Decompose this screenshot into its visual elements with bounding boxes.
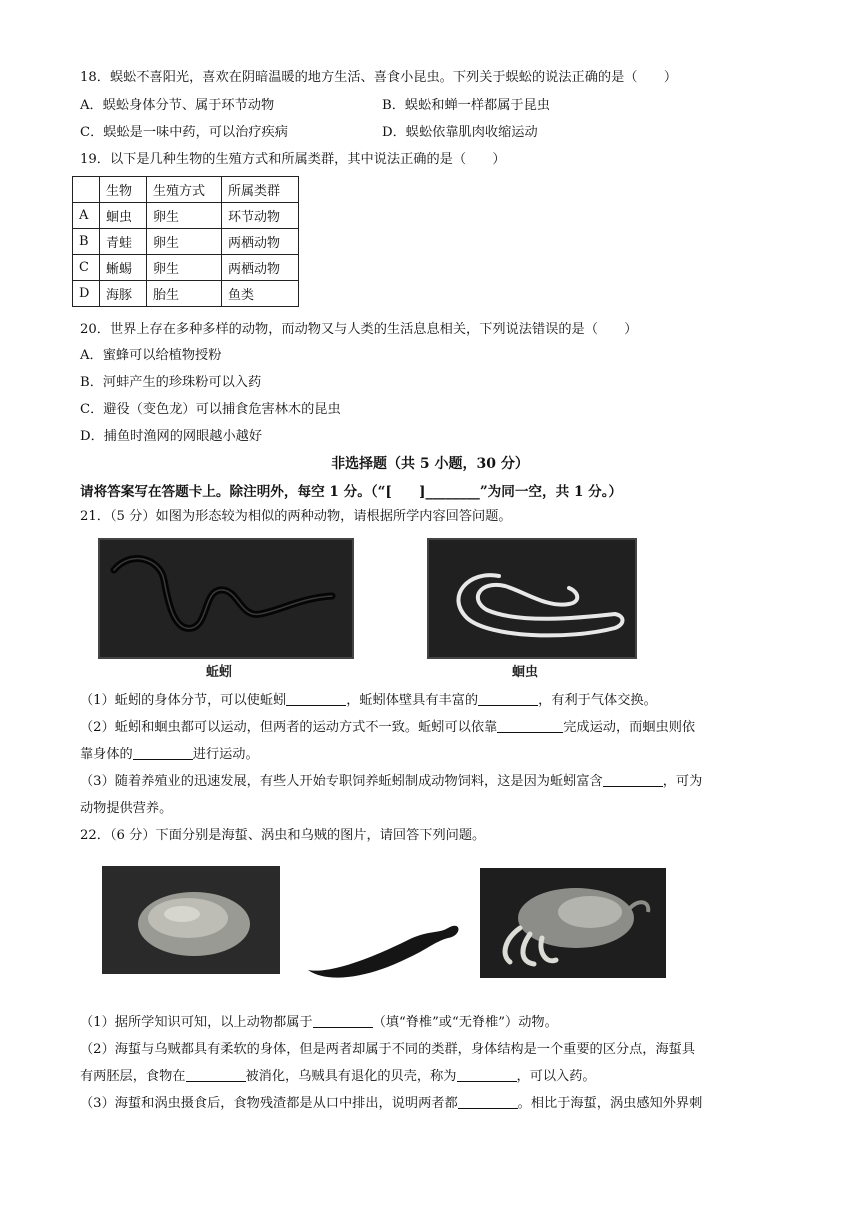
q22-part2-cont xyxy=(80,1067,596,1087)
jellyfish-photo xyxy=(102,866,280,974)
answer-blank[interactable] xyxy=(313,1013,373,1028)
table-cell: 鱼类 xyxy=(222,281,299,307)
answer-blank[interactable] xyxy=(133,745,193,760)
q22-p3-text-b: 。相比于海蜇，涡虫感知外界刺 xyxy=(517,1096,703,1111)
planarian-icon xyxy=(298,900,466,990)
q20-option-c: C．避役（变色龙）可以捕食危害林木的昆虫 xyxy=(80,402,341,417)
q22-p1-text-a: （1）据所学知识可知，以上动物都属于 xyxy=(80,1015,313,1030)
q22-p2-text-d: ，可以入药。 xyxy=(516,1069,596,1084)
earthworm-icon xyxy=(100,540,352,657)
q22-part2: （2）海蜇与乌贼都具有柔软的身体，但是两者却属于不同的类群，身体结构是一个重要的区分点，海蜇具 xyxy=(80,1042,696,1057)
q20-stem: 20．世界上存在多种多样的动物，而动物又与人类的生活息息相关，下列说法错误的是（ ） xyxy=(80,322,638,337)
q20-option-d: D．捕鱼时渔网的网眼越小越好 xyxy=(80,429,263,444)
planarian-photo xyxy=(298,900,466,990)
q20-option-b: B．河蚌产生的珍珠粉可以入药 xyxy=(80,375,262,390)
roundworm-icon xyxy=(429,540,635,657)
answer-blank[interactable] xyxy=(603,772,663,787)
table-row xyxy=(73,229,299,255)
q18-option-c: C．蜈蚣是一味中药，可以治疗疾病 xyxy=(80,125,288,140)
q19-stem: 19．以下是几种生物的生殖方式和所属类群，其中说法正确的是（ ） xyxy=(80,152,506,167)
q22-part3 xyxy=(80,1094,702,1114)
answer-blank[interactable] xyxy=(286,691,346,706)
earthworm-photo xyxy=(98,538,354,659)
q21-p3-text-b: ，可为 xyxy=(662,774,703,789)
table-cell: C xyxy=(73,255,100,281)
q22-part1 xyxy=(80,1013,558,1033)
q21-part1 xyxy=(80,691,657,711)
table-header-cell: 生物 xyxy=(100,177,147,203)
q21-part2 xyxy=(80,718,695,738)
table-cell: 蜥蜴 xyxy=(100,255,147,281)
q20-option-a: A．蜜蜂可以给植物授粉 xyxy=(80,348,222,363)
q21-p2-text-b: 完成运动，而蛔虫则依 xyxy=(563,720,696,735)
answer-blank[interactable] xyxy=(186,1067,246,1082)
table-cell: 两栖动物 xyxy=(222,255,299,281)
table-header-cell: 所属类群 xyxy=(222,177,299,203)
table-cell: A xyxy=(73,203,100,229)
answer-blank[interactable] xyxy=(458,1094,518,1109)
table-cell: 蛔虫 xyxy=(100,203,147,229)
table-row xyxy=(73,281,299,307)
table-cell: 海豚 xyxy=(100,281,147,307)
roundworm-photo xyxy=(427,538,637,659)
q21-p2-text-a: （2）蚯蚓和蛔虫都可以运动，但两者的运动方式不一致。蚯蚓可以依靠 xyxy=(80,720,498,735)
q21-p3-text-a: （3）随着养殖业的迅速发展，有些人开始专职饲养蚯蚓制成动物饲料，这是因为蚯蚓富含 xyxy=(80,774,603,789)
q21-p2-text-c: 靠身体的 xyxy=(80,747,133,762)
q18-option-b: B．蜈蚣和蝉一样都属于昆虫 xyxy=(382,98,550,113)
earthworm-label: 蚯蚓 xyxy=(206,665,233,680)
cuttlefish-photo xyxy=(480,868,666,978)
q21-stem: 21．（5 分）如图为形态较为相似的两种动物，请根据所学内容回答问题。 xyxy=(80,509,512,524)
q22-stem: 22．（6 分）下面分别是海蜇、涡虫和乌贼的图片，请回答下列问题。 xyxy=(80,828,486,843)
table-cell: 卵生 xyxy=(147,255,222,281)
section-title: 非选择题（共 5 小题，30 分） xyxy=(331,456,529,472)
table-cell: 两栖动物 xyxy=(222,229,299,255)
q22-p2-text-c: 被消化，乌贼具有退化的贝壳，称为 xyxy=(245,1069,457,1084)
q22-p3-text-a: （3）海蜇和涡虫摄食后，食物残渣都是从口中排出，说明两者都 xyxy=(80,1096,458,1111)
q18-stem: 18．蜈蚣不喜阳光，喜欢在阴暗温暖的地方生活、喜食小昆虫。下列关于蜈蚣的说法正确的是（ ） xyxy=(80,70,678,85)
table-cell: 卵生 xyxy=(147,203,222,229)
jellyfish-icon xyxy=(102,866,280,974)
answer-blank[interactable] xyxy=(497,718,563,733)
table-cell: D xyxy=(73,281,100,307)
table-row xyxy=(73,203,299,229)
table-cell: B xyxy=(73,229,100,255)
q22-p1-text-b: （填“脊椎”或“无脊椎”）动物。 xyxy=(372,1015,558,1030)
table-cell: 卵生 xyxy=(147,229,222,255)
table-cell: 胎生 xyxy=(147,281,222,307)
table-header-cell xyxy=(73,177,100,203)
section-instruction: 请将答案写在答题卡上。除注明外，每空 1 分。（“[ ]________”为同一空，共 1 分。） xyxy=(80,484,623,500)
table-row xyxy=(73,255,299,281)
answer-blank[interactable] xyxy=(457,1067,517,1082)
q21-p2-text-d: 进行运动。 xyxy=(192,747,259,762)
q22-p2-text-b: 有两胚层，食物在 xyxy=(80,1069,186,1084)
roundworm-label: 蛔虫 xyxy=(512,665,539,680)
cuttlefish-icon xyxy=(480,868,666,978)
q18-option-a: A．蜈蚣身体分节、属于环节动物 xyxy=(80,98,275,113)
answer-blank[interactable] xyxy=(478,691,538,706)
q21-p1-text-b: ，蚯蚓体壁具有丰富的 xyxy=(346,693,479,708)
q21-p1-text-a: （1）蚯蚓的身体分节，可以使蚯蚓 xyxy=(80,693,287,708)
q21-part3-cont: 动物提供营养。 xyxy=(80,801,173,816)
table-cell: 环节动物 xyxy=(222,203,299,229)
q21-p1-text-c: ，有利于气体交换。 xyxy=(538,693,657,708)
table-header-cell: 生殖方式 xyxy=(147,177,222,203)
q18-option-d: D．蜈蚣依靠肌肉收缩运动 xyxy=(382,125,538,140)
table-header-row xyxy=(73,177,299,203)
q19-table xyxy=(72,176,299,307)
table-cell: 青蛙 xyxy=(100,229,147,255)
q21-part3 xyxy=(80,772,702,792)
q21-part2-cont xyxy=(80,745,259,765)
